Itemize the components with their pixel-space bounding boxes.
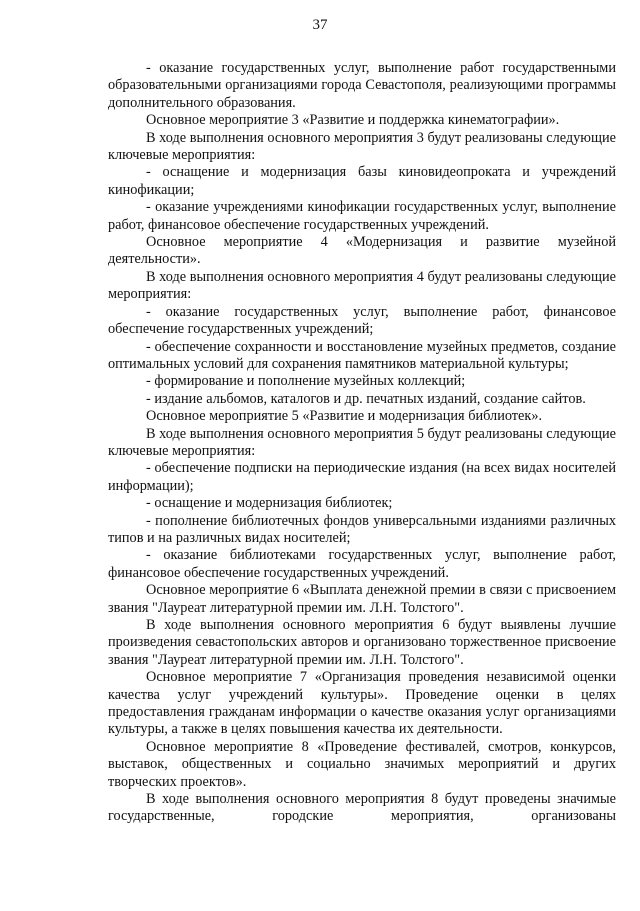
paragraph: - обеспечение сохранности и восстановление музейных предметов, создание оптимальных условий для сохранения памятников материальной культуры; bbox=[108, 338, 616, 372]
paragraph: В ходе выполнения основного мероприятия 5 будут реализованы следующие ключевые мероприятия: bbox=[108, 425, 616, 459]
paragraph: Основное мероприятие 5 «Развитие и модернизация библиотек». bbox=[146, 408, 543, 425]
page-number: 37 bbox=[312, 17, 328, 33]
paragraph: В ходе выполнения основного мероприятия 8 будут проведены значимые государственные, городские мероприятия, организованы bbox=[108, 791, 616, 825]
paragraph: Основное мероприятие 4 «Модернизация и развитие музейной деятельности». bbox=[108, 234, 616, 268]
paragraph: - оказание государственных услуг, выполнение работ государственными образовательными организациями города Севастополя, реализующими программы дополнительного образования. bbox=[108, 60, 616, 111]
paragraph: В ходе выполнения основного мероприятия 6 будут выявлены лучшие произведения севастопольских авторов и организовано торжественное присвоение звания "Лауреат литературной премии им. Л.Н. Толстого". bbox=[108, 617, 616, 668]
paragraph: - оснащение и модернизация библиотек; bbox=[146, 495, 393, 512]
paragraph: Основное мероприятие 8 «Проведение фестивалей, смотров, конкурсов, выставок, общественных и социально значимых мероприятий и других творческих проектов». bbox=[108, 738, 616, 790]
paragraph: - пополнение библиотечных фондов универсальными изданиями различных типов и на различных видах носителей; bbox=[108, 512, 616, 546]
document-body bbox=[108, 60, 616, 826]
paragraph: Основное мероприятие 3 «Развитие и поддержка кинематографии». bbox=[146, 112, 560, 129]
paragraph: - обеспечение подписки на периодические издания (на всех видах носителей информации); bbox=[108, 460, 616, 494]
paragraph: - оснащение и модернизация базы киновидеопроката и учреждений кинофикации; bbox=[108, 164, 616, 198]
paragraph: В ходе выполнения основного мероприятия 3 будут реализованы следующие ключевые мероприятия: bbox=[108, 129, 616, 164]
paragraph: - оказание учреждениями кинофикации государственных услуг, выполнение работ, финансовое обеспечение государственных учреждений. bbox=[108, 199, 616, 233]
paragraph: Основное мероприятие 7 «Организация проведения независимой оценки качества услуг учреждений культуры». Проведение оценки в целях предоставления гражданам информации о качестве оказания услуг организациями культуры, а также в целях повышения качества их деятельности. bbox=[108, 669, 616, 738]
paragraph: - издание альбомов, каталогов и др. печатных изданий, создание сайтов. bbox=[146, 390, 586, 407]
paragraph: - оказание библиотеками государственных услуг, выполнение работ, финансовое обеспечение государственных учреждений. bbox=[108, 547, 616, 581]
paragraph: - оказание государственных услуг, выполнение работ, финансовое обеспечение государственных учреждений; bbox=[108, 303, 616, 338]
paragraph: - формирование и пополнение музейных коллекций; bbox=[146, 373, 466, 390]
paragraph: В ходе выполнения основного мероприятия 4 будут реализованы следующие мероприятия: bbox=[108, 268, 616, 303]
paragraph: Основное мероприятие 6 «Выплата денежной премии в связи с присвоением звания "Лауреат литературной премии им. Л.Н. Толстого". bbox=[108, 582, 616, 616]
